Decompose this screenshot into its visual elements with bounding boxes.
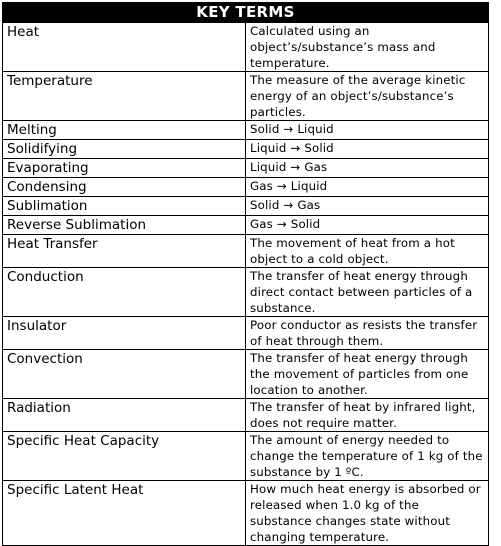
table-row xyxy=(3,121,489,140)
definition-cell: Gas → Solid xyxy=(246,216,489,235)
term-cell: Sublimation xyxy=(3,197,246,216)
key-terms-sheet xyxy=(2,2,489,546)
table-row xyxy=(3,72,489,121)
term-cell: Insulator xyxy=(3,317,246,350)
table-row xyxy=(3,268,489,317)
term-cell: Condensing xyxy=(3,178,246,197)
definition-cell: Liquid → Solid xyxy=(246,140,489,159)
term-cell: Conduction xyxy=(3,268,246,317)
definition-cell: How much heat energy is absorbed or released when 1.0 kg of the substance changes state without changing temperature. xyxy=(246,481,489,546)
table-row xyxy=(3,159,489,178)
table-row xyxy=(3,216,489,235)
definition-cell: Gas → Liquid xyxy=(246,178,489,197)
term-cell: Heat xyxy=(3,23,246,72)
term-cell: Reverse Sublimation xyxy=(3,216,246,235)
term-cell: Heat Transfer xyxy=(3,235,246,268)
table-row xyxy=(3,140,489,159)
definition-cell: The transfer of heat by infrared light, does not require matter. xyxy=(246,399,489,432)
table-row xyxy=(3,197,489,216)
term-cell: Specific Latent Heat xyxy=(3,481,246,546)
term-cell: Radiation xyxy=(3,399,246,432)
definition-cell: The transfer of heat energy through the movement of particles from one location to another. xyxy=(246,350,489,399)
definition-cell: The measure of the average kinetic energy of an object’s/substance’s particles. xyxy=(246,72,489,121)
table-header-row xyxy=(3,3,489,23)
table-row xyxy=(3,399,489,432)
term-cell: Melting xyxy=(3,121,246,140)
key-terms-table xyxy=(2,2,489,546)
definition-cell: Solid → Gas xyxy=(246,197,489,216)
definition-cell: Solid → Liquid xyxy=(246,121,489,140)
definition-cell: The transfer of heat energy through direct contact between particles of a substance. xyxy=(246,268,489,317)
table-row xyxy=(3,481,489,546)
term-cell: Specific Heat Capacity xyxy=(3,432,246,481)
term-cell: Evaporating xyxy=(3,159,246,178)
term-cell: Temperature xyxy=(3,72,246,121)
definition-cell: The amount of energy needed to change the temperature of 1 kg of the substance by 1 ºC. xyxy=(246,432,489,481)
table-row xyxy=(3,317,489,350)
table-row xyxy=(3,350,489,399)
definition-cell: Calculated using an object’s/substance’s mass and temperature. xyxy=(246,23,489,72)
table-row xyxy=(3,23,489,72)
definition-cell: The movement of heat from a hot object to a cold object. xyxy=(246,235,489,268)
table-title: KEY TERMS xyxy=(3,3,489,23)
term-cell: Solidifying xyxy=(3,140,246,159)
table-row xyxy=(3,432,489,481)
table-row xyxy=(3,178,489,197)
table-row xyxy=(3,235,489,268)
definition-cell: Poor conductor as resists the transfer of heat through them. xyxy=(246,317,489,350)
term-cell: Convection xyxy=(3,350,246,399)
definition-cell: Liquid → Gas xyxy=(246,159,489,178)
